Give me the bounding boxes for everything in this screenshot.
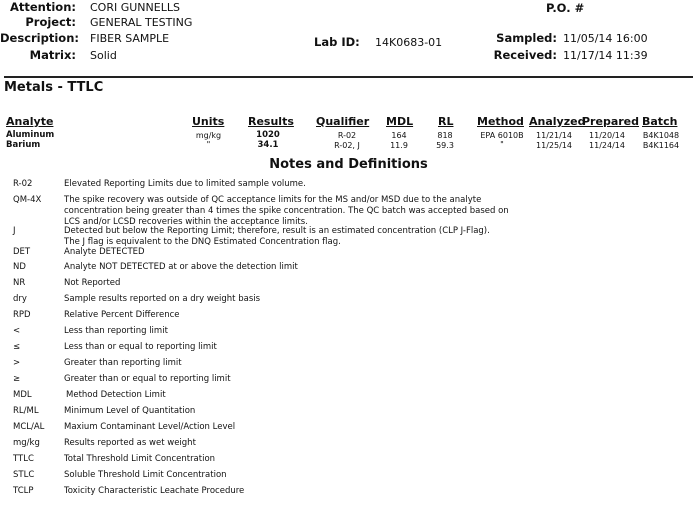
cell-prepared: 11/24/14 — [589, 141, 625, 150]
cell-qualifier: R-02 — [337, 131, 357, 140]
note-code: TTLC — [13, 454, 34, 464]
note-text: Maxium Contaminant Level/Action Level — [64, 422, 236, 432]
col-rl: RL — [438, 115, 454, 128]
cell-qualifier: R-02, J — [334, 141, 360, 150]
cell-units: " — [206, 140, 211, 149]
note-text: Greater than or equal to reporting limit — [64, 374, 231, 384]
attention-value: CORI GUNNELLS — [90, 1, 180, 14]
cell-analyte: Aluminum — [6, 130, 55, 140]
cell-method: EPA 6010B — [480, 131, 524, 140]
note-code: ≤ — [13, 342, 21, 352]
cell-mdl: 11.9 — [390, 141, 408, 150]
description-label: Description: — [0, 31, 79, 45]
cell-rl: 59.3 — [436, 141, 454, 150]
note-text: Elevated Reporting Limits due to limited sample volume. — [64, 179, 306, 189]
po-label: P.O. # — [546, 1, 585, 15]
received-value: 11/17/14 11:39 — [563, 49, 648, 62]
cell-mdl: 164 — [391, 131, 407, 140]
matrix-value: Solid — [90, 49, 117, 62]
matrix-label: Matrix: — [29, 48, 76, 62]
col-analyzed: Analyzed — [529, 115, 586, 128]
note-code: MCL/AL — [13, 422, 45, 432]
project-label: Project: — [25, 15, 76, 29]
note-code: R-02 — [13, 179, 33, 189]
col-method: Method — [477, 115, 524, 128]
note-text: Analyte NOT DETECTED at or above the detection limit — [64, 262, 298, 272]
project-value: GENERAL TESTING — [90, 16, 193, 29]
note-code: QM-4X — [13, 195, 42, 205]
cell-results: 1020 — [256, 130, 280, 140]
col-units: Units — [192, 115, 225, 128]
cell-analyzed: 11/21/14 — [536, 131, 572, 140]
note-code: RL/ML — [13, 406, 39, 416]
note-text: Soluble Threshold Limit Concentration — [64, 470, 227, 480]
note-text: Detected but below the Reporting Limit; therefore, result is an estimated concentration (CLP J-Flag). The J flag is equivalent to the DNQ Estimated Concentration flag. — [64, 226, 490, 247]
cell-analyzed: 11/25/14 — [536, 141, 572, 150]
section-title: Metals - TTLC — [4, 80, 104, 95]
note-text: Total Threshold Limit Concentration — [64, 454, 216, 464]
note-code: TCLP — [13, 486, 34, 496]
note-text: Method Detection Limit — [66, 390, 166, 400]
col-mdl: MDL — [386, 115, 414, 128]
note-code: MDL — [13, 390, 32, 400]
note-code: J — [13, 226, 16, 236]
note-code: RPD — [13, 310, 31, 320]
note-text: Toxicity Characteristic Leachate Procedure — [64, 486, 245, 496]
note-text: Sample results reported on a dry weight basis — [64, 294, 261, 304]
sampled-value: 11/05/14 16:00 — [563, 32, 648, 45]
note-text: Greater than reporting limit — [64, 358, 182, 368]
attention-label: Attention: — [9, 0, 76, 14]
received-label: Received: — [493, 48, 557, 62]
note-text: Relative Percent Difference — [64, 310, 180, 320]
note-text: The spike recovery was outside of QC acceptance limits for the MS and/or MSD due to the analyte concentration being greater than 4 times the spike concentration. The QC batch was accepted based on LCS and/or LCSD recoveries within the acceptance limits. — [64, 195, 509, 227]
note-code: ≥ — [13, 374, 21, 384]
cell-batch: B4K1048 — [642, 131, 680, 140]
cell-batch: B4K1164 — [642, 141, 680, 150]
cell-analyte: Barium — [6, 140, 41, 150]
note-text: Minimum Level of Quantitation — [64, 406, 196, 416]
cell-method: " — [500, 140, 504, 149]
notes-title: Notes and Definitions — [269, 157, 428, 172]
labid-value: 14K0683-01 — [375, 36, 443, 49]
note-code: > — [13, 358, 21, 368]
col-prepared: Prepared — [582, 115, 640, 128]
note-text: Less than or equal to reporting limit — [64, 342, 217, 352]
cell-prepared: 11/20/14 — [589, 131, 625, 140]
note-code: STLC — [13, 470, 35, 480]
note-text: Analyte DETECTED — [64, 247, 145, 257]
note-code: DET — [13, 247, 31, 257]
cell-rl: 818 — [437, 131, 453, 140]
col-batch: Batch — [642, 115, 678, 128]
note-code: dry — [13, 294, 27, 304]
col-results: Results — [248, 115, 294, 128]
note-text: Results reported as wet weight — [64, 438, 196, 448]
note-code: mg/kg — [13, 438, 40, 448]
note-text: Not Reported — [64, 278, 121, 288]
description-value: FIBER SAMPLE — [90, 32, 170, 45]
labid-label: Lab ID: — [314, 35, 360, 49]
cell-units: mg/kg — [195, 131, 222, 140]
note-code: NR — [13, 278, 26, 288]
section-divider — [4, 76, 693, 78]
cell-results: 34.1 — [257, 140, 279, 150]
note-code: ND — [13, 262, 26, 272]
note-code: < — [13, 326, 21, 336]
sampled-label: Sampled: — [496, 31, 557, 45]
note-text: Less than reporting limit — [64, 326, 168, 336]
col-qualifier: Qualifier — [316, 115, 370, 128]
col-analyte: Analyte — [6, 115, 54, 128]
